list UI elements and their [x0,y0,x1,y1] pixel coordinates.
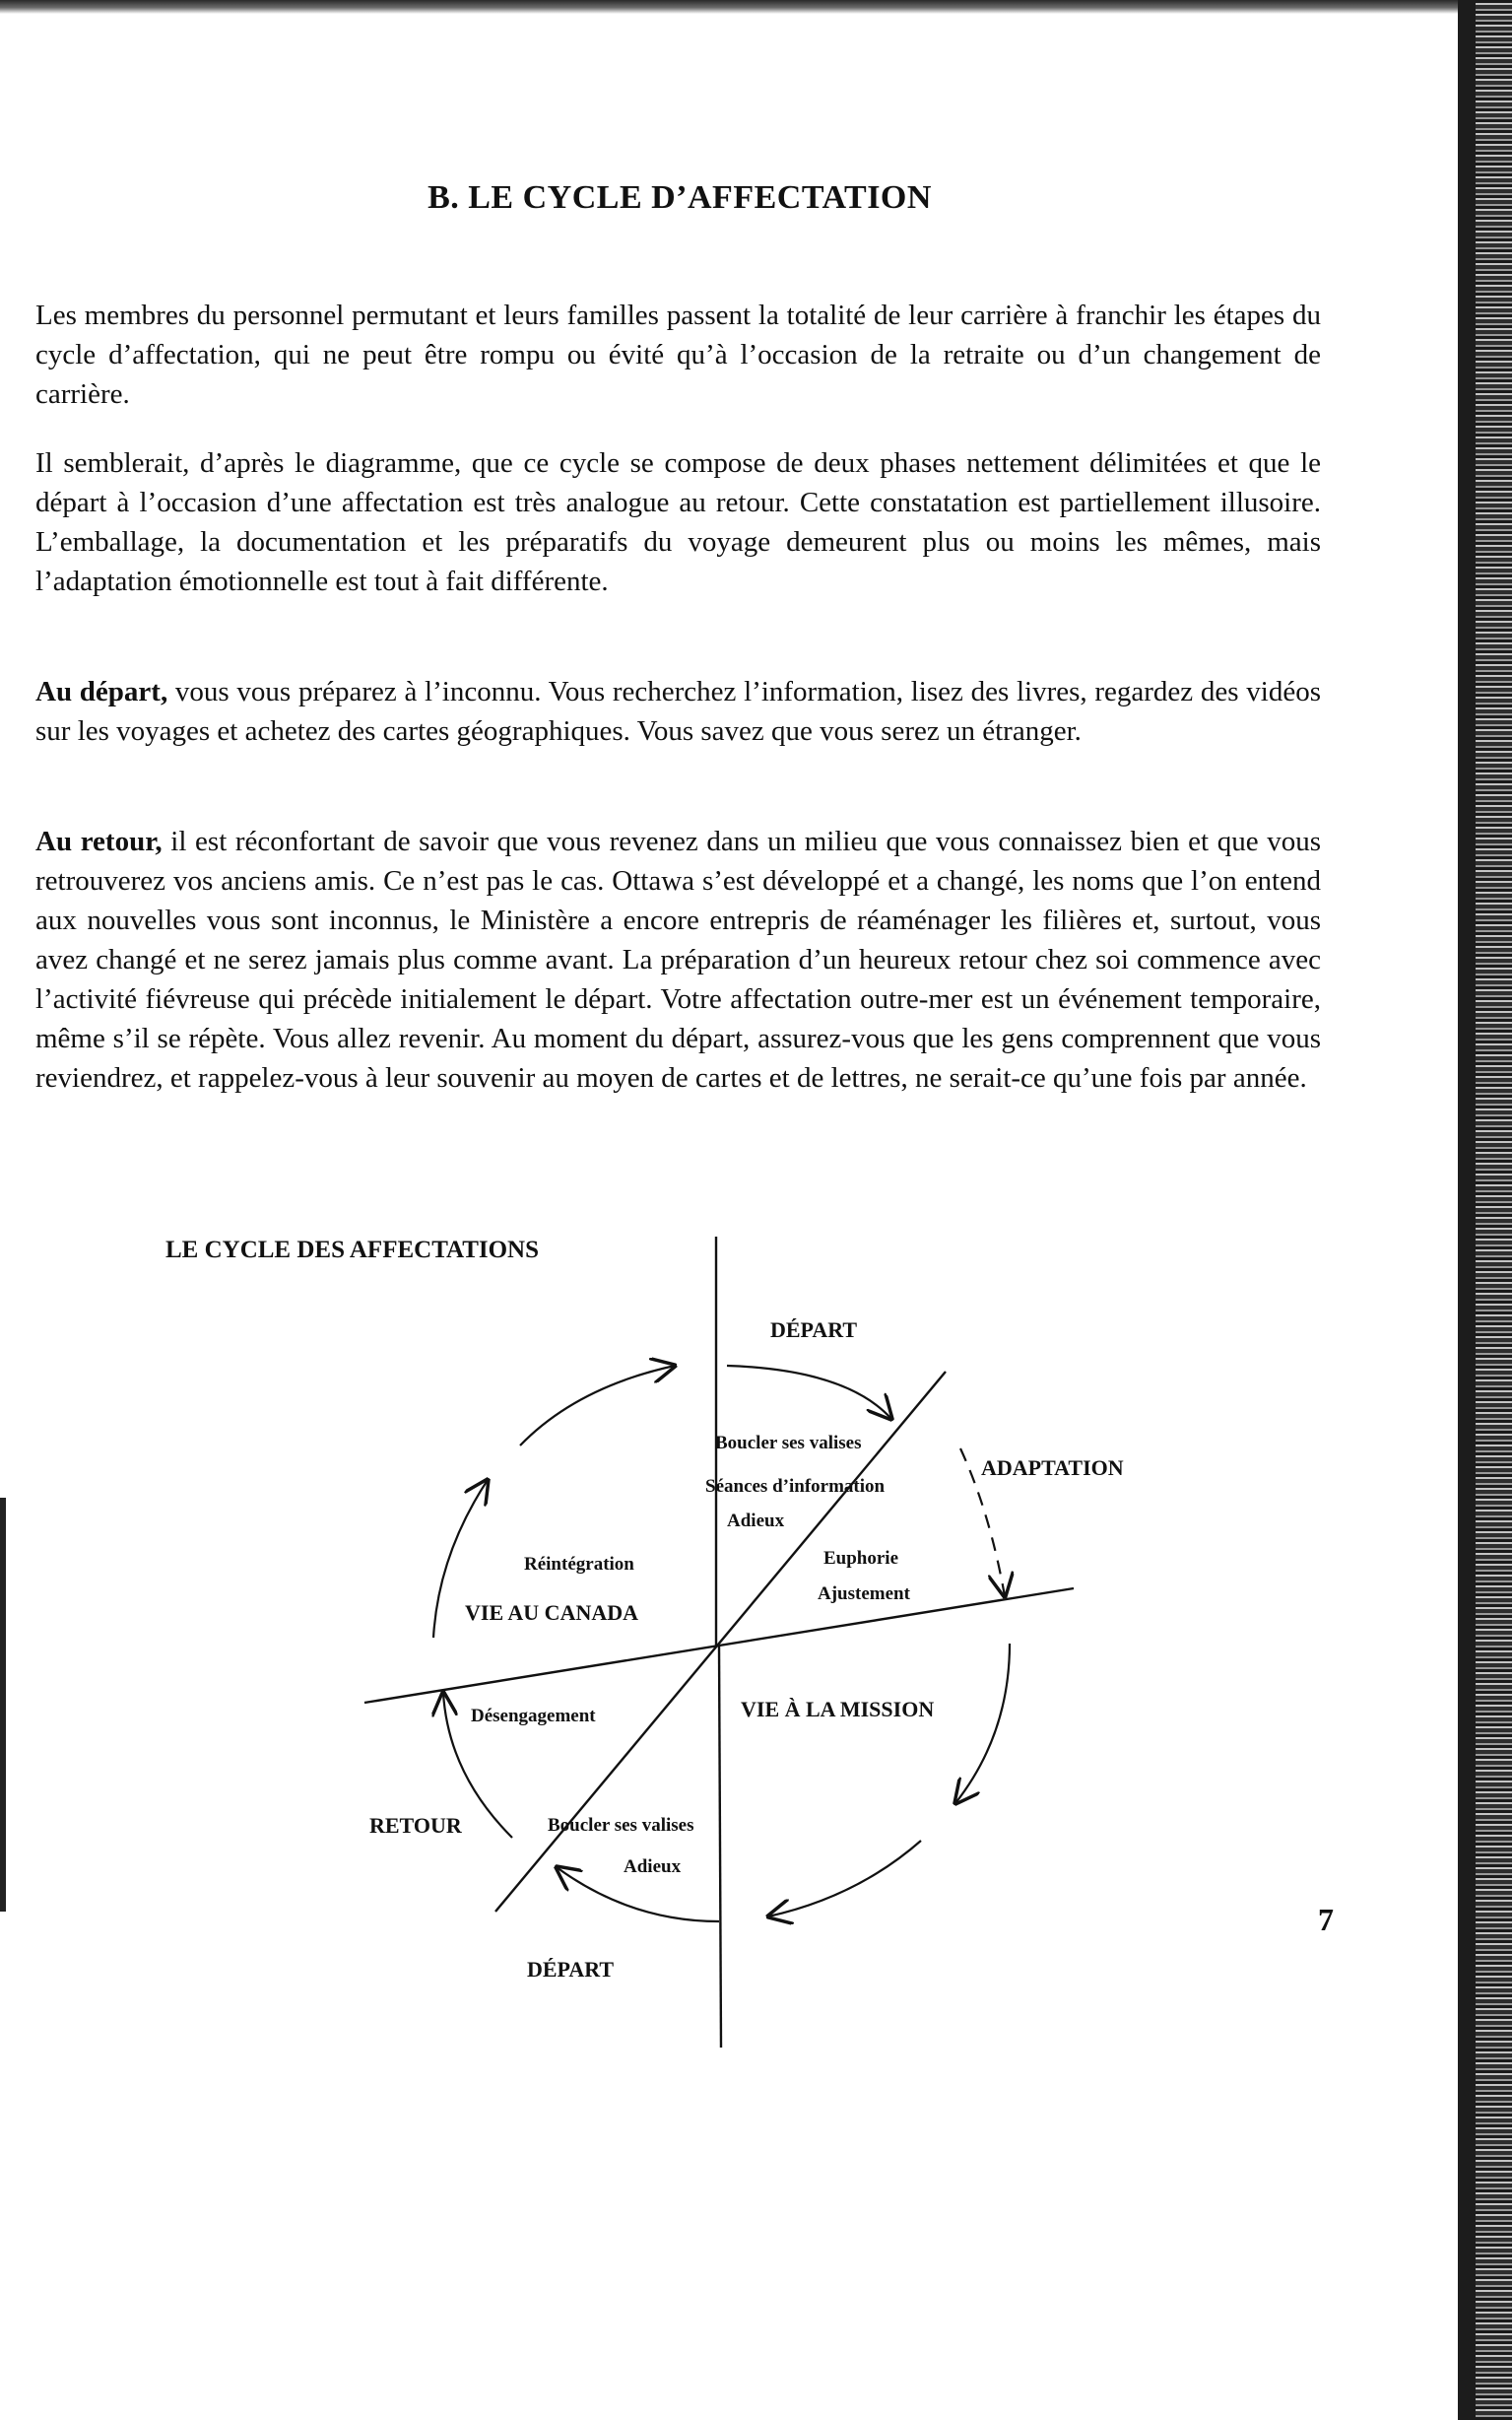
label-vie-mission: VIE À LA MISSION [741,1697,935,1721]
paragraph-phases: Il semblerait, d’après le diagramme, que ce cycle se compose de deux phases nettement délimitées et que le départ à l’occasion d’une affectation est très analogue au retour. Cette constatation est partiellement illusoire. L’emballage, la documentation et les préparatifs du voyage demeurent plus ou moins les mêmes, mais l’adaptation émotionnelle est tout à fait différente. [35,447,1321,597]
label-euphorie: Euphorie [823,1548,899,1569]
label-ajustement: Ajustement [818,1583,910,1604]
label-reintegration: Réintégration [524,1554,634,1575]
paragraph-retour-body: il est réconfortant de savoir que vous revenez dans un milieu que vous connaissez bien et que vous retrouverez vos anciens amis. Ce n’est pas le cas. Ottawa s’est développé et a changé, les noms que l’on entend aux nouvelles vous sont inconnus, le Ministère a encore entrepris de réaménager les filières et, surtout, vous avez changé et ne serez jamais plus comme avant. La préparation d’un heureux retour chez soi commence avec l’activité fiévreuse qui précède initialement le départ. Votre affectation outre-mer est un événement temporaire, même s’il se répète. Vous allez revenir. Au moment du départ, assurez-vous que les gens comprennent que vous reviendrez, et rappelez-vous à leur souvenir au moyen de cartes et de lettres, ne serait-ce qu’une fois par année. [35,826,1321,1094]
label-boucler-bottom: Boucler ses valises [548,1815,694,1836]
section-title: B. LE CYCLE D’AFFECTATION [427,179,932,216]
paragraph-depart-body: vous vous préparez à l’inconnu. Vous recherchez l’information, lisez des livres, regardez des vidéos sur les voyages et achetez des cartes géographiques. Vous savez que vous serez un étranger. [35,676,1321,747]
label-desengagement: Désengagement [471,1706,596,1726]
arc-arrow-top-right [727,1366,891,1419]
label-depart-bottom: DÉPART [527,1957,615,1982]
label-depart-top: DÉPART [770,1317,858,1342]
arc-arrow-top-left [520,1366,675,1445]
label-adieux-bottom: Adieux [624,1856,682,1877]
diagram-title: LE CYCLE DES AFFECTATIONS [165,1237,540,1263]
paragraph-depart-lead: Au départ, [35,676,168,707]
arc-arrow-right [955,1644,1010,1803]
arc-arrow-bottom-right [768,1841,921,1916]
label-boucler-top: Boucler ses valises [715,1433,862,1453]
label-adieux-top: Adieux [727,1511,785,1531]
vertical-axis-bottom [719,1646,721,2048]
label-vie-canada: VIE AU CANADA [465,1600,639,1625]
label-adaptation: ADAPTATION [981,1455,1124,1480]
page-number: 7 [1318,1902,1334,1937]
label-seances: Séances d’information [705,1476,886,1497]
paragraph-intro: Les membres du personnel permutant et leurs familles passent la totalité de leur carrière à franchir les étapes du cycle d’affectation, qui ne peut être rompu ou évité qu’à l’occasion de la retraite ou d’un changement de carrière. [35,300,1321,410]
label-retour: RETOUR [369,1813,462,1838]
paragraph-retour-lead: Au retour, [35,826,163,857]
